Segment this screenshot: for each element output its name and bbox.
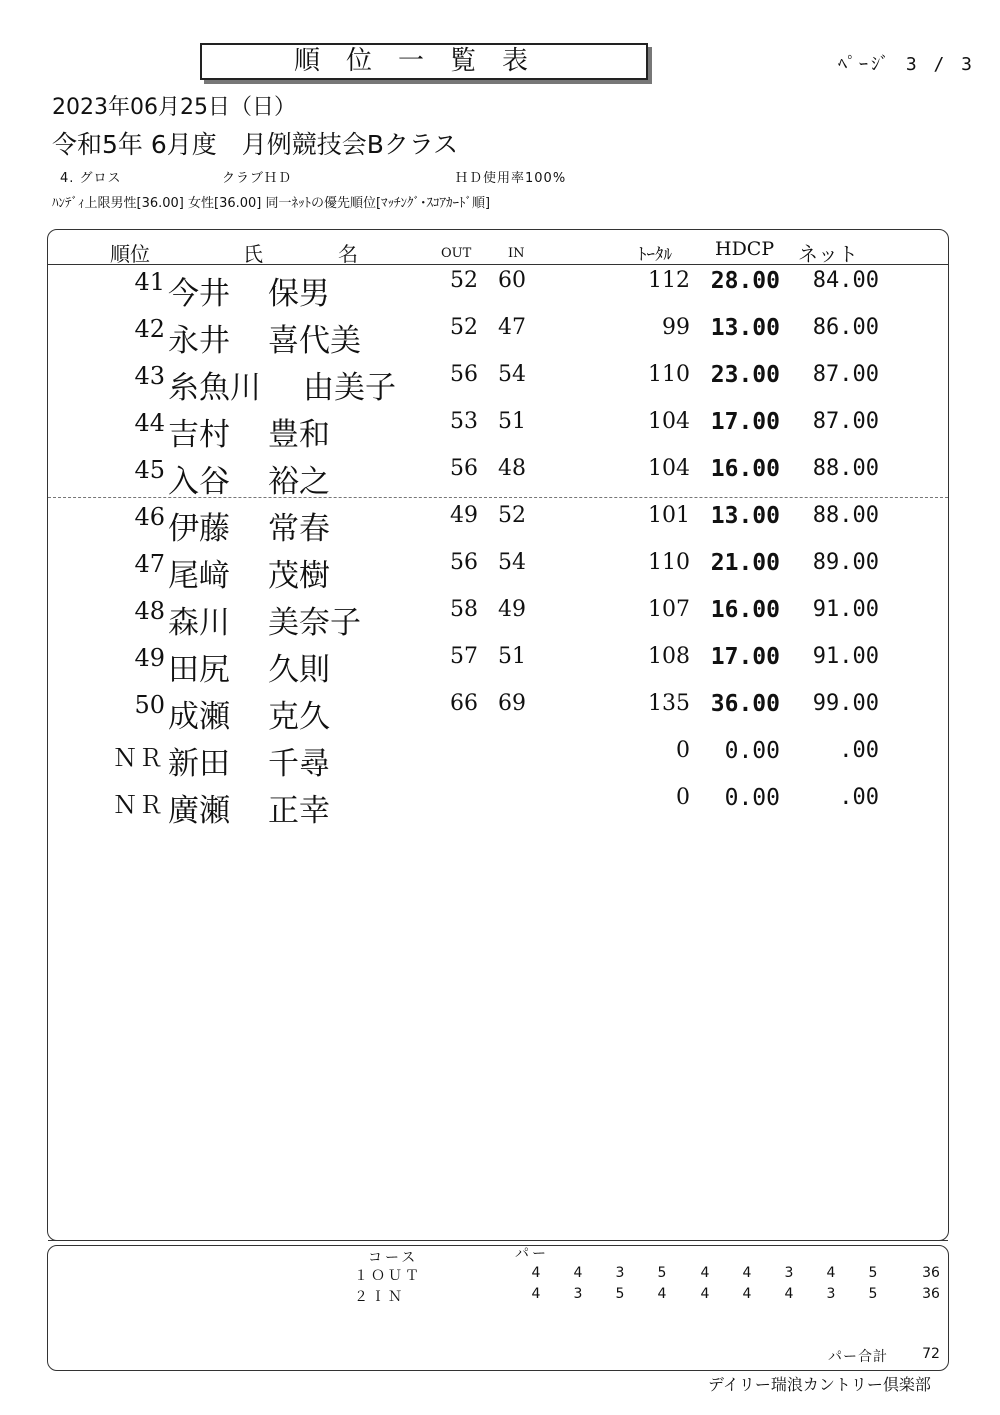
total-score-cell: 135 [648, 691, 690, 716]
in-score-cell: 49 [498, 597, 526, 622]
rank-cell: 50 [134, 691, 165, 719]
total-score-cell: 110 [648, 550, 690, 575]
hole-par: 5 [615, 1286, 625, 1302]
event-name: 令和5年 6月度 月例競技会Bクラス [52, 130, 459, 159]
hole-par: 3 [826, 1286, 836, 1302]
surname-cell: 成瀬 [168, 699, 230, 735]
table-row [48, 550, 948, 596]
surname-cell: 入谷 [168, 464, 230, 500]
out-score-cell: 52 [450, 315, 478, 340]
hdcp-cell: 17.00 [710, 644, 780, 670]
hole-par: 4 [700, 1286, 710, 1302]
in-score-cell: 54 [498, 550, 526, 575]
handicap-rate: ＨＤ使用率100% [455, 171, 567, 186]
col-header-out: OUT [441, 246, 472, 261]
col-header-in: IN [508, 246, 525, 261]
hdcp-cell: 16.00 [710, 597, 780, 623]
table-row [48, 691, 948, 737]
out-score-cell: 56 [450, 362, 478, 387]
total-score-cell: 104 [648, 456, 690, 481]
col-header-name-2: 名 [338, 242, 358, 266]
hole-par: 5 [657, 1265, 667, 1281]
surname-cell: 尾﨑 [168, 558, 230, 594]
event-date: 2023年06月25日（日） [52, 95, 296, 120]
net-score-cell: 88.00 [812, 456, 879, 481]
results-table [47, 229, 949, 1241]
document-title: 順位一覧表 [200, 43, 648, 80]
net-score-cell: 89.00 [812, 550, 879, 575]
given-name-cell: 豊和 [268, 417, 330, 453]
course-name-in: ２ＩＮ [354, 1289, 405, 1305]
rank-cell: 43 [134, 362, 165, 390]
table-row [48, 268, 948, 314]
hdcp-cell: 13.00 [710, 315, 780, 341]
rank-cell: ＮＲ [113, 791, 165, 819]
table-row [48, 503, 948, 549]
hole-par: 4 [784, 1286, 794, 1302]
par-label: パー [515, 1246, 549, 1262]
rank-cell: 49 [134, 644, 165, 672]
surname-cell: 新田 [168, 746, 230, 782]
hole-par: 4 [531, 1265, 541, 1281]
col-header-net: ネット [798, 242, 858, 266]
col-header-name-1: 氏 [243, 242, 263, 266]
net-score-cell: 99.00 [812, 691, 879, 716]
handicap-type: クラブＨＤ [222, 171, 293, 186]
out-score-cell: 56 [450, 550, 478, 575]
given-name-cell: 千尋 [268, 746, 330, 782]
hdcp-cell: 16.00 [710, 456, 780, 482]
course-par-panel [47, 1245, 949, 1371]
page-indicator: ﾍﾟｰｼﾞ 3 / 3 [838, 54, 976, 75]
hdcp-cell: 17.00 [710, 409, 780, 435]
surname-cell: 永井 [168, 323, 230, 359]
net-score-cell: .00 [839, 738, 879, 763]
given-name-cell: 保男 [268, 276, 330, 312]
hdcp-cell: 13.00 [710, 503, 780, 529]
rank-cell: ＮＲ [113, 744, 165, 772]
given-name-cell: 常春 [268, 511, 330, 547]
header-divider [48, 264, 948, 265]
hole-par: 4 [700, 1265, 710, 1281]
table-row [48, 456, 948, 502]
net-score-cell: 84.00 [812, 268, 879, 293]
hole-par: 3 [615, 1265, 625, 1281]
in-score-cell: 47 [498, 315, 526, 340]
surname-cell: 廣瀬 [168, 793, 230, 829]
rank-cell: 46 [134, 503, 165, 531]
hdcp-cell: 23.00 [710, 362, 780, 388]
par-total-value: 72 [922, 1346, 940, 1362]
in-score-cell: 69 [498, 691, 526, 716]
in-score-cell: 51 [498, 644, 526, 669]
in-score-cell: 54 [498, 362, 526, 387]
hdcp-cell: 0.00 [724, 738, 780, 764]
ranking-category: 4. グロス [60, 171, 122, 186]
given-name-cell: 美奈子 [268, 605, 361, 641]
given-name-cell: 久則 [268, 652, 330, 688]
in-score-cell: 48 [498, 456, 526, 481]
total-score-cell: 0 [676, 738, 690, 763]
surname-cell: 田尻 [168, 652, 230, 688]
table-row [48, 362, 948, 408]
table-row [48, 409, 948, 455]
given-name-cell: 喜代美 [268, 323, 361, 359]
total-score-cell: 104 [648, 409, 690, 434]
in-score-cell: 51 [498, 409, 526, 434]
total-score-cell: 110 [648, 362, 690, 387]
net-score-cell: 88.00 [812, 503, 879, 528]
rank-cell: 45 [134, 456, 165, 484]
hole-par: 4 [531, 1286, 541, 1302]
rank-cell: 47 [134, 550, 165, 578]
hdcp-cell: 0.00 [724, 785, 780, 811]
hdcp-cell: 28.00 [710, 268, 780, 294]
out-score-cell: 58 [450, 597, 478, 622]
total-score-cell: 112 [648, 268, 690, 293]
net-score-cell: 87.00 [812, 362, 879, 387]
net-score-cell: 91.00 [812, 644, 879, 669]
rank-cell: 44 [134, 409, 165, 437]
given-name-cell: 茂樹 [268, 558, 330, 594]
par-total-label: パー合計 [828, 1349, 888, 1365]
hole-par: 3 [573, 1286, 583, 1302]
row-group-divider [48, 497, 948, 498]
hdcp-cell: 21.00 [710, 550, 780, 576]
hole-par: 4 [742, 1265, 752, 1281]
table-row [48, 785, 948, 831]
rank-cell: 48 [134, 597, 165, 625]
total-score-cell: 107 [648, 597, 690, 622]
net-score-cell: 91.00 [812, 597, 879, 622]
surname-cell: 今井 [168, 276, 230, 312]
total-score-cell: 99 [662, 315, 690, 340]
handicap-rule-note: ﾊﾝﾃﾞｨ上限男性[36.00] 女性[36.00] 同一ﾈｯﾄの優先順位[ﾏｯﾁﾝｸﾞ･ｽｺｱｶｰﾄﾞ順] [52, 196, 491, 211]
hole-par: 5 [868, 1286, 878, 1302]
hdcp-cell: 36.00 [710, 691, 780, 717]
table-row [48, 738, 948, 784]
given-name-cell: 由美子 [303, 370, 396, 406]
hole-par: 4 [742, 1286, 752, 1302]
hole-par: 4 [573, 1265, 583, 1281]
col-header-hdcp: HDCP [715, 238, 775, 260]
net-score-cell: 87.00 [812, 409, 879, 434]
table-row [48, 644, 948, 690]
course-label: コース [368, 1250, 419, 1266]
table-row [48, 315, 948, 361]
course-name-out: １ＯＵＴ [354, 1268, 422, 1284]
rank-cell: 41 [134, 268, 165, 296]
total-score-cell: 101 [648, 503, 690, 528]
surname-cell: 吉村 [168, 417, 230, 453]
given-name-cell: 克久 [268, 699, 330, 735]
total-score-cell: 108 [648, 644, 690, 669]
out-score-cell: 66 [450, 691, 478, 716]
net-score-cell: .00 [839, 785, 879, 810]
col-header-total: ﾄｰﾀﾙ [638, 245, 672, 265]
table-row [48, 597, 948, 643]
surname-cell: 伊藤 [168, 511, 230, 547]
course-par-total: 36 [922, 1265, 940, 1281]
out-score-cell: 56 [450, 456, 478, 481]
total-score-cell: 0 [676, 785, 690, 810]
col-header-rank: 順位 [110, 242, 150, 266]
rank-cell: 42 [134, 315, 165, 343]
in-score-cell: 52 [498, 503, 526, 528]
hole-par: 3 [784, 1265, 794, 1281]
out-score-cell: 49 [450, 503, 478, 528]
surname-cell: 森川 [168, 605, 230, 641]
out-score-cell: 53 [450, 409, 478, 434]
club-name: デイリー瑞浪カントリー倶楽部 [708, 1375, 931, 1394]
surname-cell: 糸魚川 [168, 370, 261, 406]
hole-par: 4 [826, 1265, 836, 1281]
out-score-cell: 57 [450, 644, 478, 669]
hole-par: 5 [868, 1265, 878, 1281]
out-score-cell: 52 [450, 268, 478, 293]
net-score-cell: 86.00 [812, 315, 879, 340]
hole-par: 4 [657, 1286, 667, 1302]
in-score-cell: 60 [498, 268, 526, 293]
given-name-cell: 正幸 [268, 793, 330, 829]
course-par-total: 36 [922, 1286, 940, 1302]
given-name-cell: 裕之 [268, 464, 330, 500]
